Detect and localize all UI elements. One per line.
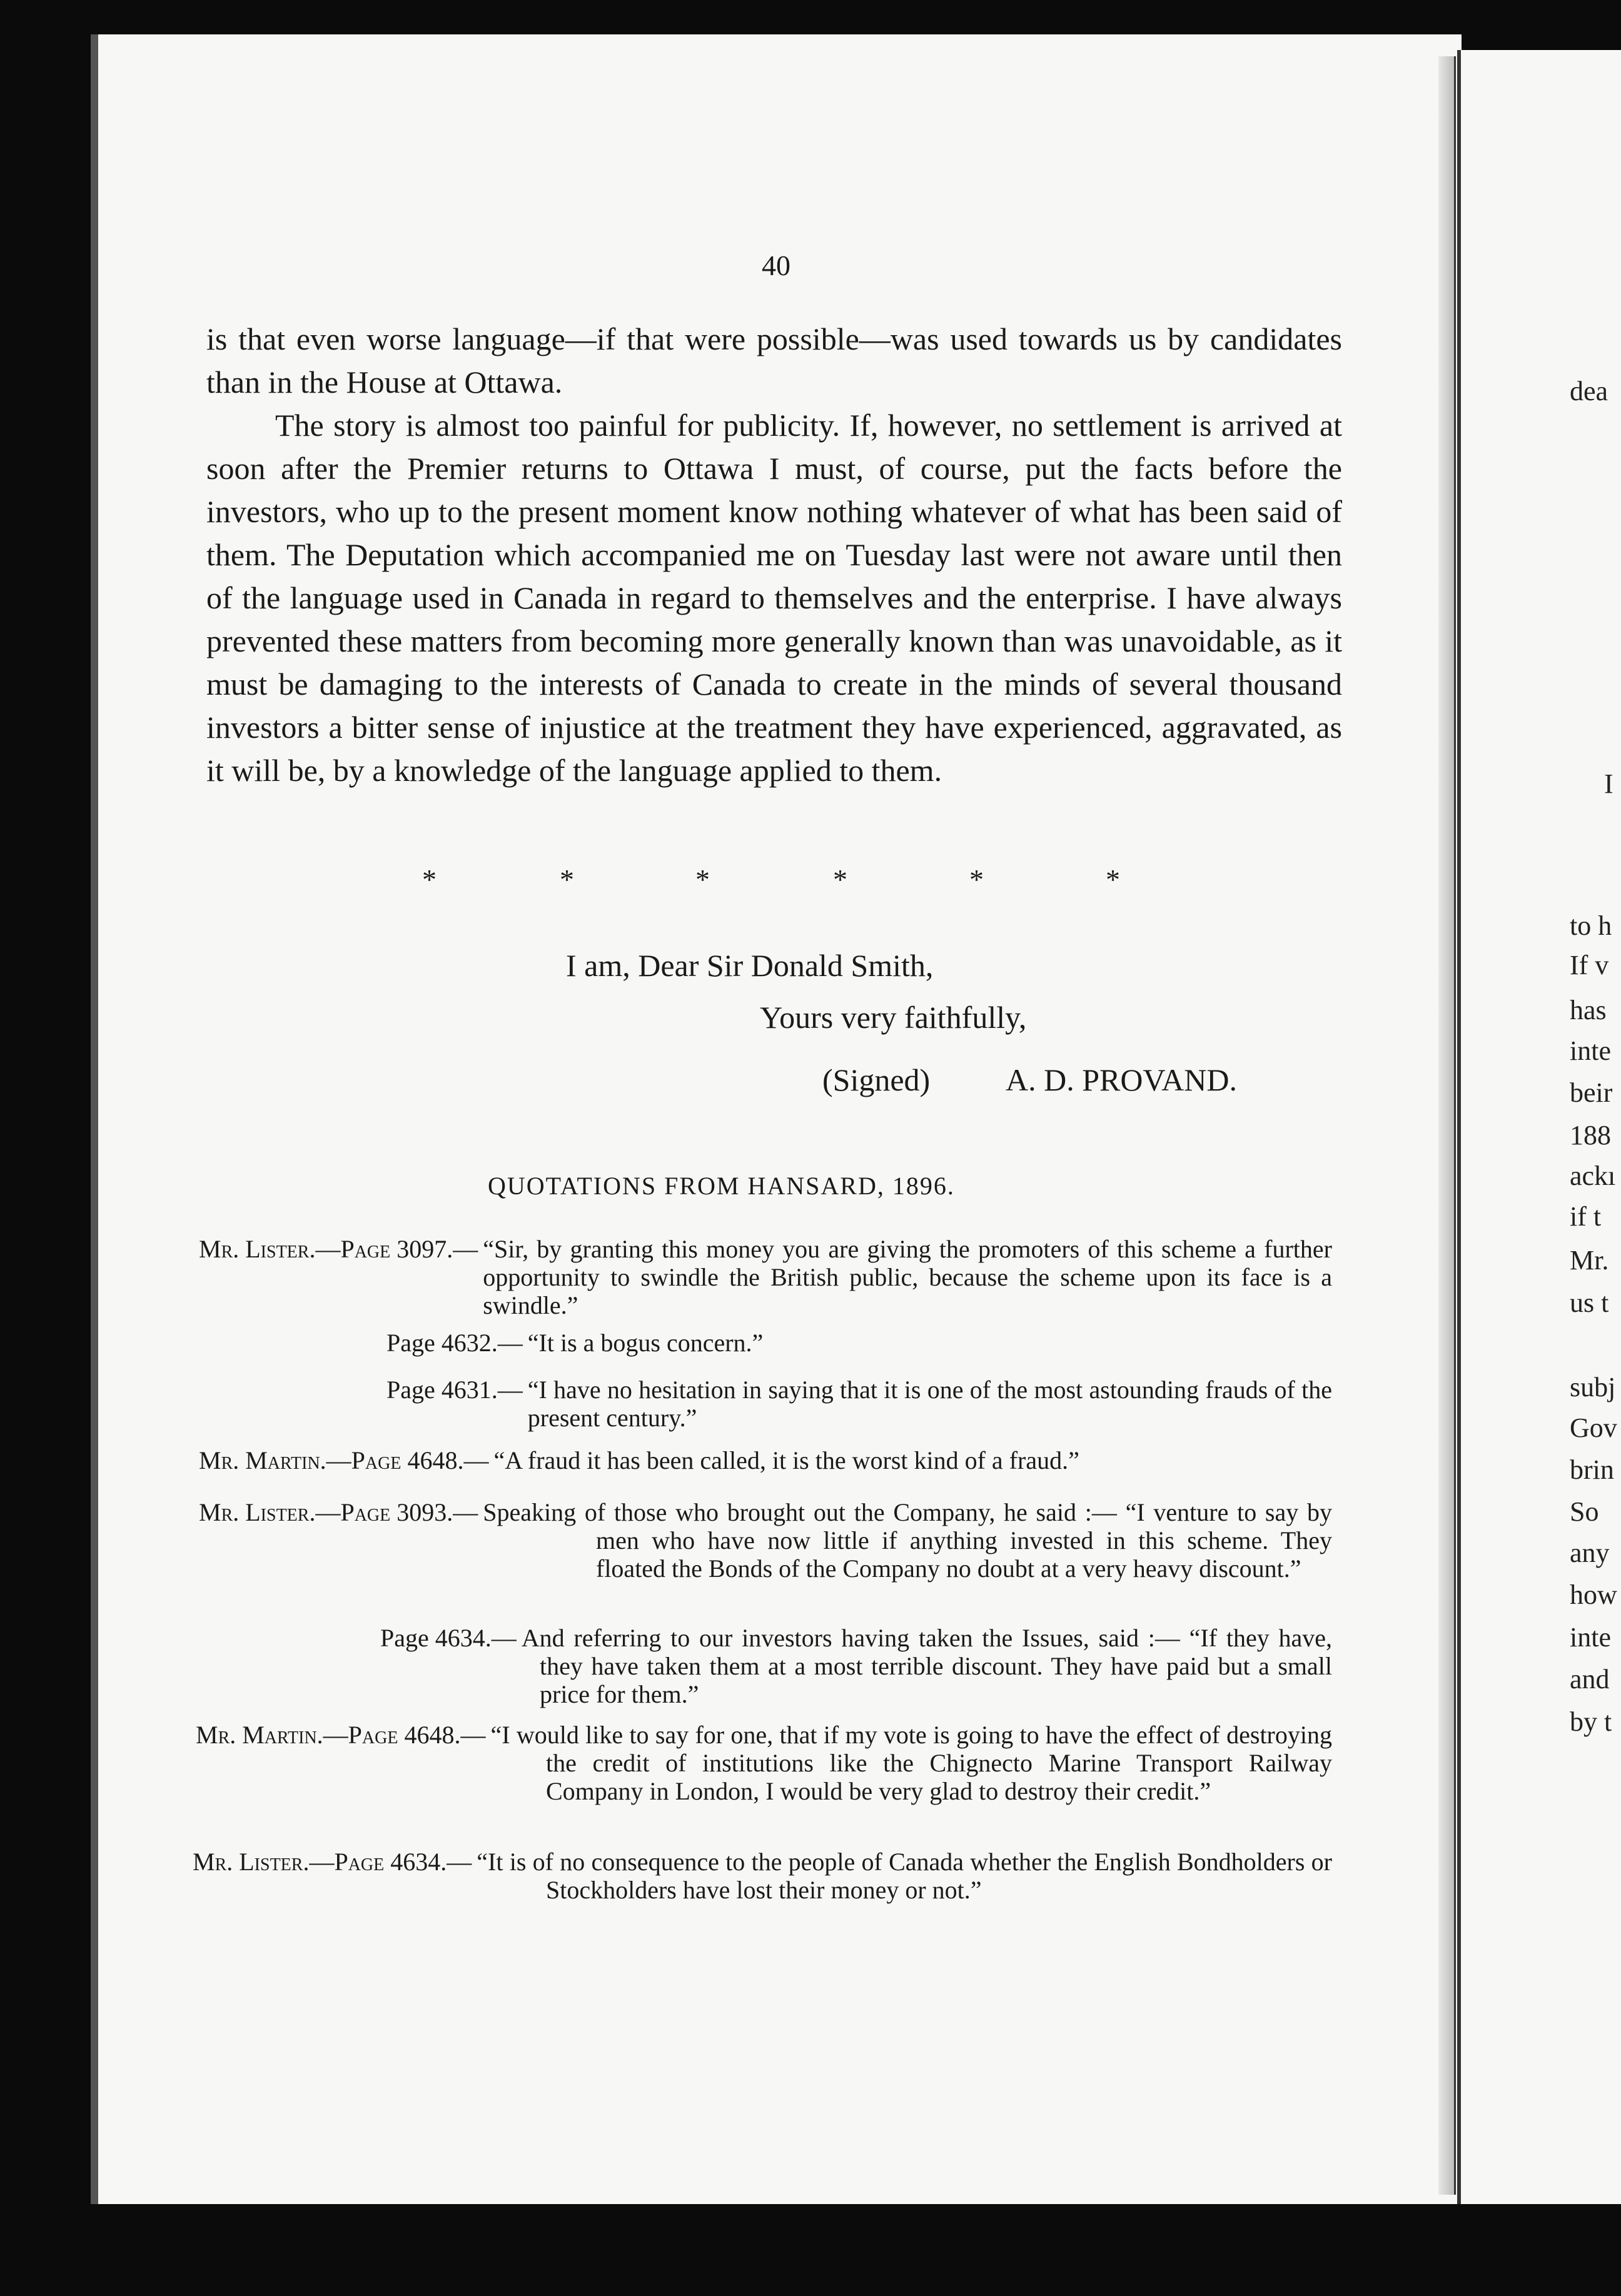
salutation: I am, Dear Sir Donald Smith, — [566, 948, 934, 983]
facing-page-fragment: if t — [1570, 1201, 1602, 1232]
quotation-text: “A fraud it has been called, it is the worst kind of a fraud.” — [493, 1446, 1079, 1474]
quotation-speaker: Mr. Martin.—Page 4648.— — [196, 1721, 486, 1749]
asterisk: * — [969, 864, 984, 895]
facing-page-fragment: So — [1570, 1496, 1599, 1527]
facing-page-fragment: to h — [1570, 910, 1612, 941]
quotation-speaker: Mr. Lister.—Page 3097.— — [199, 1235, 478, 1263]
quotation-speaker: Page 4631.— — [386, 1376, 523, 1404]
facing-page-fragment: has — [1570, 995, 1607, 1025]
facing-page-fragment: us t — [1570, 1287, 1609, 1318]
facing-page-fragment: and — [1570, 1664, 1610, 1694]
asterisk: * — [1106, 864, 1120, 895]
facing-page-fragment: ackı — [1570, 1161, 1616, 1191]
quotation-text: Speaking of those who brought out the Company, he said :— “I venture to say by men who have now little if anything invested in this scheme. They floated the Bonds of the Company no doubt at a very heavy discount.” — [483, 1498, 1332, 1583]
facing-page-fragment: beir — [1570, 1077, 1613, 1108]
facing-page-fragment: how — [1570, 1579, 1617, 1610]
paragraph: The story is almost too painful for publicity. If, however, no settlement is arrived at soon after the Premier returns to Ottawa I must, of course, put the facts before the investors, who up to the present moment know nothing whatever of what has been said of them. The Deputation which accompanied me on Tuesday last were not aware until then of the language used in Canada in regard to themselves and the enterprise. I have always prevented these matters from becoming more generally known than was unavoidable, as it must be damaging to the interests of Canada to create in the minds of several thousand investors a bitter sense of injustice at the treatment they have experienced, aggravated, as it will be, by a knowledge of the language applied to them. — [206, 408, 1342, 788]
facing-page-fragment: inte — [1570, 1035, 1611, 1066]
facing-page-fragment: inte — [1570, 1622, 1611, 1653]
asterisk: * — [695, 864, 710, 895]
scan-border — [0, 2204, 1621, 2296]
quotation-speaker: Page 4632.— — [386, 1329, 523, 1357]
page-number: 40 — [762, 249, 790, 281]
paragraph: is that even worse language—if that were possible—was used towards us by candidates than in the House at Ottawa. — [206, 321, 1342, 400]
quotation-speaker: Mr. Lister.—Page 3093.— — [199, 1498, 478, 1526]
page-fold — [1438, 56, 1456, 2195]
letter-body — [206, 318, 1342, 792]
facing-page-fragment: any — [1570, 1538, 1610, 1568]
asterisk: * — [833, 864, 847, 895]
facing-page-fragment: subj — [1570, 1372, 1616, 1402]
quotation-text: And referring to our investors having taken the Issues, said :— “If they have, they have taken them at a most terrible discount. They have paid but a small price for them.” — [521, 1624, 1332, 1708]
quotation-text: “It is of no consequence to the people of Canada whether the English Bondholders or Stockholders have lost their money or not.” — [477, 1848, 1332, 1904]
facing-page-fragment: If v — [1570, 950, 1609, 980]
quotation-speaker: Mr. Martin.—Page 4648.— — [199, 1446, 489, 1474]
quotation-text: “Sir, by granting this money you are giving the promoters of this scheme a further opportunity to swindle the British public, because the scheme upon its face is a swindle.” — [483, 1235, 1332, 1319]
signed-label: (Signed) — [822, 1062, 931, 1097]
facing-page-fragment: dea — [1570, 376, 1608, 406]
signature: A. D. PROVAND. — [1006, 1062, 1237, 1097]
asterisk: * — [560, 864, 574, 895]
quotation-text: “I would like to say for one, that if my vote is going to have the effect of destroying the credit of institutions like the Chignecto Marine Transport Railway Company in London, I would be very glad to destroy their credit.” — [490, 1721, 1332, 1805]
valediction: Yours very faithfully, — [760, 1000, 1027, 1035]
quotation-text: “It is a bogus concern.” — [527, 1329, 764, 1357]
asterisk: * — [422, 864, 437, 895]
quotation-text: “I have no hesitation in saying that it is one of the most astounding frauds of the present century.” — [527, 1376, 1332, 1432]
quotation-speaker: Mr. Lister.—Page 4634.— — [193, 1848, 472, 1876]
facing-page-fragment: brin — [1570, 1454, 1614, 1485]
facing-page-fragment: Mr. — [1570, 1245, 1609, 1276]
quotation-speaker: Page 4634.— — [380, 1624, 517, 1652]
facing-page-fragment: Gov — [1570, 1412, 1617, 1443]
quotations-heading: QUOTATIONS FROM HANSARD, 1896. — [488, 1172, 955, 1200]
facing-page-fragment: 188 — [1570, 1120, 1611, 1151]
facing-page-fragment: by t — [1570, 1706, 1612, 1737]
facing-page-fragment: I — [1604, 768, 1613, 799]
